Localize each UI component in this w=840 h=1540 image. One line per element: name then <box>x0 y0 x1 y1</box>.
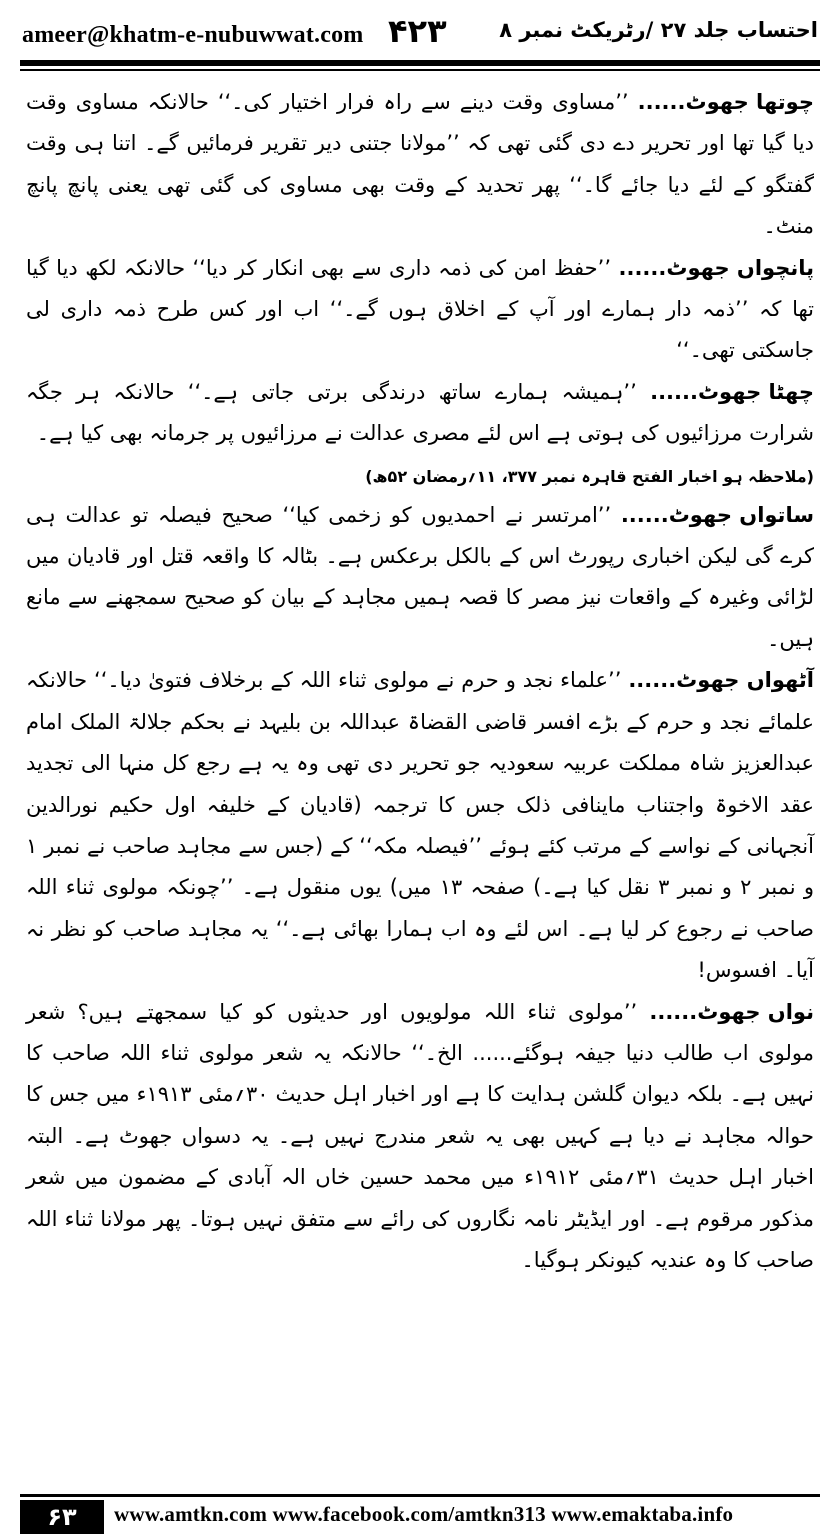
header-page-number: ۴۲۳ <box>388 12 447 50</box>
header-rule-thick <box>20 60 820 66</box>
entry-8 <box>26 660 814 991</box>
reference-note: (ملاحظہ ہو اخبار الفتح قاہرہ نمبر ۳۷۷، ۱۱؍رمضان ۵۲ھ) <box>365 466 814 486</box>
entry-6 <box>26 372 814 455</box>
footer-links[interactable]: www.amtkn.com www.facebook.com/amtkn313 www.emaktaba.info <box>114 1502 734 1526</box>
footer-page-label: ۶۳ <box>20 1500 104 1534</box>
entry-text: ’’علماء نجد و حرم نے مولوی ثناء اللہ کے برخلاف فتویٰ دیا۔‘‘ حالانکہ علمائے نجد و حرم کے بڑے افسر قاضی القضاۃ عبداللہ بن بلیہد نے بحکم جلالۃ الملک امام عبدالعزیز شاہ مملکت عربیہ سعودیہ جو تحریر دی تھی وہ یہ ہے رجع کل منہا الی تجدید عقد الاخوۃ واجتناب ماینافی ذلک جس کا ترجمہ (قادیان کے خلیفہ اول حکیم نورالدین آنجہانی کے نواسے کے مرتب کئے ہوئے ’’فیصلہ مکہ‘‘ کے (جس سے مجاہد صاحب نے نمبر ۱ و نمبر ۲ و نمبر ۳ نقل کیا ہے۔) صفحہ ۱۳ میں) یوں منقول ہے۔ ’’چونکہ مولوی ثناء اللہ صاحب نے رجوع کر لیا ہے۔ اس لئے وہ اب ہمارا بھائی ہے۔‘‘ یہ مجاہد صاحب کو نظر نہ آیا۔ افسوس! <box>26 668 814 983</box>
entry-text: ’’امرتسر نے احمدیوں کو زخمی کیا‘‘ صحیح فیصلہ تو عدالت ہی کرے گی لیکن اخباری رپورٹ اس کے بالکل برعکس ہے۔ بٹالہ کا واقعہ قتل اور قادیان میں لڑائی وغیرہ کے واقعات نیز مصر کا قصہ ہمیں مجاہد کے بیان کو صحیح سمجھنے سے مانع ہیں۔ <box>26 502 814 651</box>
entry-text: ’’مساوی وقت دینے سے راہ فرار اختیار کی۔‘‘ حالانکہ مساوی وقت دیا گیا تھا اور تحریر دے دی گئی تھی کہ ’’مولانا جتنی دیر تقریر فرمائیں گے۔ اتنا ہی وقت گفتگو کے لئے دیا جائے گا۔‘‘ پھر تحدید کے وقت بھی مساوی کی گئی تھی یعنی پانچ پانچ منٹ۔ <box>26 90 814 239</box>
header-title: احتساب جلد ۲۷ /رٹریکٹ نمبر ۸ <box>499 18 818 42</box>
entry-text: ’’ہمیشہ ہمارے ساتھ درندگی برتی جاتی ہے۔‘‘ حالانکہ ہر جگہ شرارت مرزائیوں کی ہوتی ہے اس لئے مصری عدالت نے مرزائیوں پر جرمانہ بھی کیا ہے۔ <box>26 379 814 446</box>
entry-5 <box>26 248 814 372</box>
entry-label: پانچواں جھوٹ...... <box>618 255 815 280</box>
entry-label: چھٹا جھوٹ...... <box>650 379 814 404</box>
page-header <box>20 8 820 56</box>
entry-label: آٹھواں جھوٹ...... <box>628 668 814 693</box>
header-email: ameer@khatm-e-nubuwwat.com <box>22 22 364 48</box>
entry-text: ’’مولوی ثناء اللہ مولویوں اور حدیثوں کو کیا سمجھتے ہیں؟ شعر مولوی اب طالب دنیا جیفہ ہوگئے...... الخ۔‘‘ حالانکہ یہ شعر مولوی ثناء اللہ صاحب کا نہیں ہے۔ بلکہ دیوان گلشن ہدایت کا ہے اور اخبار اہل حدیث ۳۰؍مئی ۱۹۱۳ء میں جس کا حوالہ مجاہد نے دیا ہے کہیں بھی یہ شعر مندرج نہیں ہے۔ یہ دسواں جھوٹ ہے۔ البتہ اخبار اہل حدیث ۳۱؍مئی ۱۹۱۲ء میں محمد حسین خاں الہ آبادی کے مضمون میں شعر مذکور مرقوم ہے۔ اور ایڈیٹر نامہ نگاروں کی رائے سے متفق نہیں ہوتا۔ پھر مولانا ثناء اللہ صاحب کا وہ عندیہ کیونکر ہوگیا۔ <box>26 999 815 1272</box>
entry-text: ’’حفظ امن کی ذمہ داری سے بھی انکار کر دیا‘‘ حالانکہ لکھ دیا گیا تھا کہ ’’ذمہ دار ہمارے اور آپ کے اخلاق ہوں گے۔‘‘ اب اور کس طرح ذمہ داری لی جاسکتی تھی۔‘‘ <box>26 255 814 363</box>
header-rule-thin <box>20 69 820 71</box>
entry-label: ساتواں جھوٹ...... <box>620 502 814 527</box>
document-body <box>26 82 814 1281</box>
entry-7 <box>26 495 814 661</box>
entry-4 <box>26 82 814 248</box>
entry-label: نواں جھوٹ...... <box>649 999 814 1024</box>
page-footer <box>20 1494 820 1536</box>
footer-rule <box>20 1494 820 1497</box>
entry-9 <box>26 992 814 1282</box>
entry-label: چوتھا جھوٹ...... <box>637 90 814 114</box>
